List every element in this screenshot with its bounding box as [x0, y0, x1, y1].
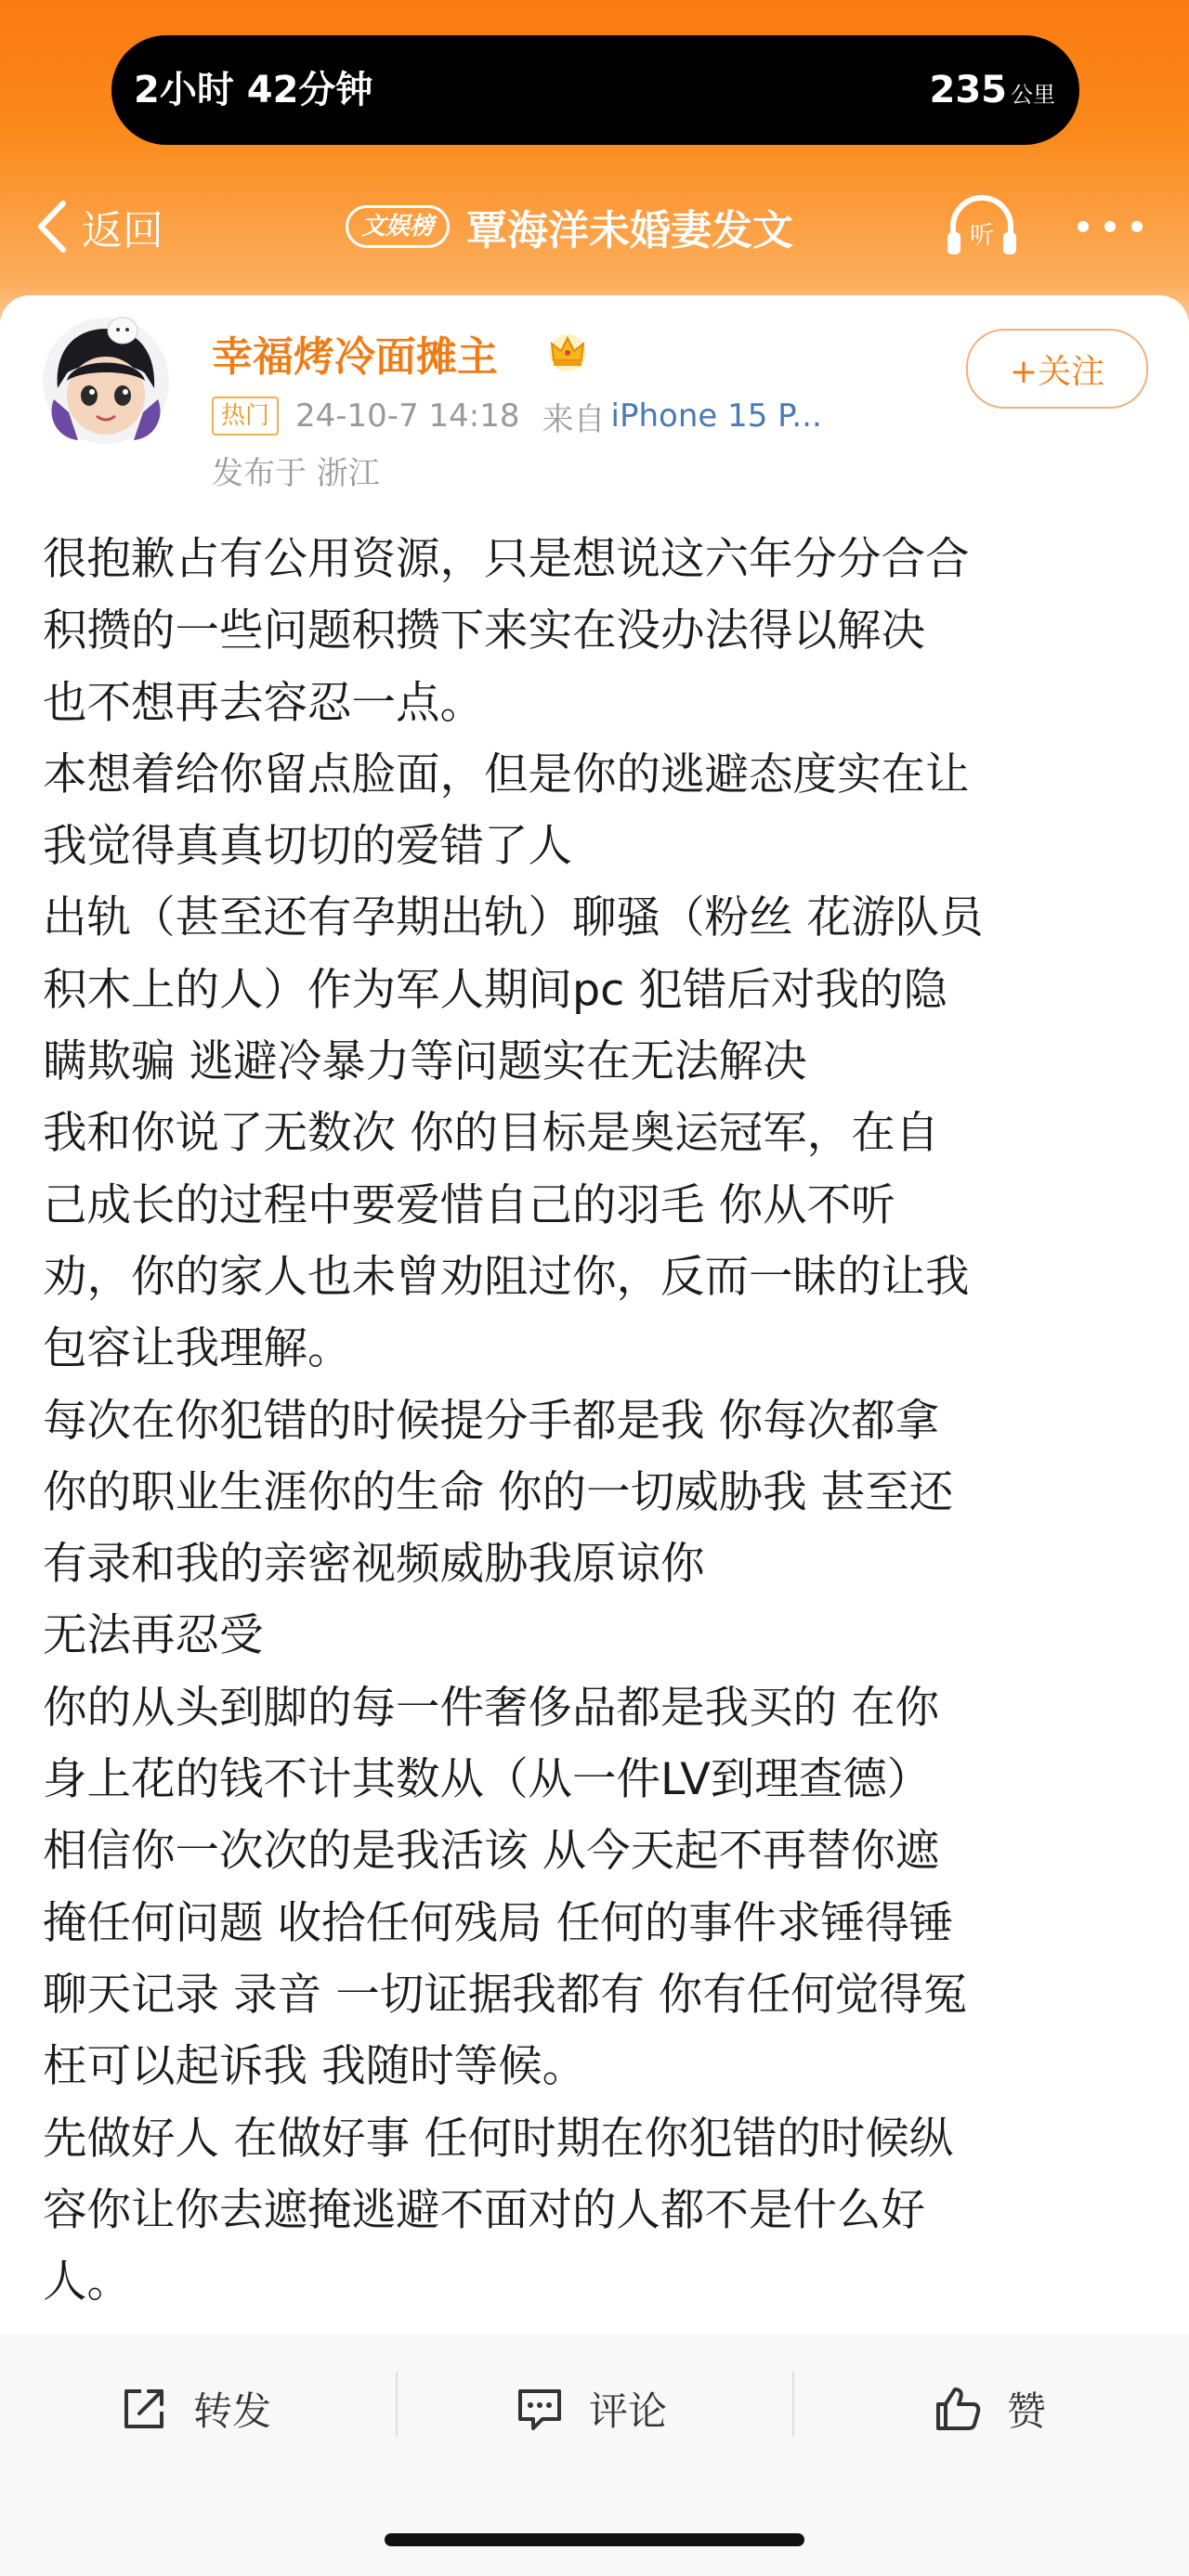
content-line: 枉可以起诉我 我随时等候。 [43, 2041, 587, 2093]
like-label: 赞 [1007, 2388, 1047, 2434]
content-line: 也不想再去容忍一点。 [43, 677, 484, 729]
more-dot-icon [1104, 221, 1116, 232]
post-datetime: 24-10-7 14:18 [295, 397, 520, 435]
page-title: 覃海洋未婚妻发文 [466, 207, 794, 254]
content-line: 包容让我理解。 [43, 1323, 352, 1375]
content-line: 我觉得真真切切的爱错了人 [43, 821, 572, 873]
ranking-tag[interactable]: 文娱榜 [346, 205, 450, 248]
hot-badge: 热门 [212, 397, 279, 436]
navbar [0, 186, 1189, 267]
repost-button[interactable] [119, 2335, 271, 2483]
avatar[interactable] [41, 316, 171, 446]
content-line: 我和你说了无数次 你的目标是奥运冠军，在自 [43, 1108, 940, 1160]
more-dot-icon [1131, 221, 1143, 232]
comment-label: 评论 [589, 2388, 668, 2434]
content-line: 积攒的一些问题积攒下来实在没办法得以解决 [43, 605, 925, 657]
action-divider [792, 2372, 794, 2437]
content-line: 劝，你的家人也未曾劝阻过你，反而一昧的让我 [43, 1251, 970, 1303]
thumbs-up-icon [933, 2384, 983, 2434]
action-divider [396, 2372, 398, 2437]
content-line: 身上花的钱不计其数从（从一件LV到理查德） [43, 1754, 932, 1806]
content-line: 瞒欺骗 逃避冷暴力等问题实在无法解决 [43, 1036, 807, 1088]
content-line: 掩任何问题 收拾任何残局 任何的事件求锤得锤 [43, 1897, 954, 1949]
content-line: 聊天记录 录音 一切证据我都有 你有任何觉得冤 [43, 1969, 968, 2021]
more-dot-icon [1078, 221, 1089, 232]
content-line: 有录和我的亲密视频威胁我原谅你 [43, 1539, 705, 1591]
navigation-status-island[interactable] [111, 35, 1079, 145]
content-line: 本想着给你留点脸面，但是你的逃避态度实在让 [43, 748, 970, 800]
listen-label: 听 [969, 222, 995, 250]
headphones-icon[interactable] [944, 195, 1020, 258]
back-button[interactable] [33, 186, 163, 267]
repost-label: 转发 [193, 2388, 272, 2434]
trip-distance: 235 公里 [929, 69, 1055, 111]
content-line: 先做好人 在做好事 任何时期在你犯错的时候纵 [43, 2113, 954, 2165]
follow-button[interactable]: +关注 [966, 329, 1148, 409]
more-options-button[interactable] [1078, 197, 1143, 256]
comment-icon [515, 2384, 565, 2434]
content-line: 己成长的过程中要爱惜自己的羽毛 你从不听 [43, 1179, 895, 1231]
source-device-link[interactable]: iPhone 15 P... [610, 397, 822, 435]
share-icon [119, 2384, 169, 2434]
content-line: 出轨（甚至还有孕期出轨）聊骚（粉丝 花游队员 [43, 892, 984, 944]
title-area [346, 186, 793, 267]
home-indicator[interactable] [385, 2533, 804, 2546]
crown-icon [544, 331, 591, 373]
back-label: 返回 [82, 207, 163, 254]
content-line: 容你让你去遮掩逃避不面对的人都不是什么好 [43, 2184, 925, 2236]
like-button[interactable] [933, 2335, 1046, 2483]
post-content [43, 524, 1157, 2318]
chevron-left-icon [33, 198, 72, 255]
comment-button[interactable] [515, 2335, 667, 2483]
content-line: 积木上的人）作为军人期间pc 犯错后对我的隐 [43, 964, 947, 1016]
post-location: 发布于 浙江 [212, 455, 380, 492]
content-line: 人。 [43, 2257, 131, 2309]
content-line: 你的从头到脚的每一件奢侈品都是我买的 在你 [43, 1682, 940, 1734]
trip-time: 2小时 42分钟 [134, 69, 373, 111]
content-line: 每次在你犯错的时候提分手都是我 你每次都拿 [43, 1395, 940, 1447]
content-line: 无法再忍受 [43, 1610, 264, 1662]
content-line: 很抱歉占有公用资源，只是想说这六年分分合合 [43, 534, 970, 585]
author-name[interactable]: 幸福烤冷面摊主 [212, 333, 498, 381]
post-meta [212, 394, 822, 438]
content-line: 相信你一次次的是我活该 从今天起不再替你遮 [43, 1826, 940, 1878]
via-label: 来自 [542, 400, 606, 438]
content-line: 你的职业生涯你的生命 你的一切威胁我 甚至还 [43, 1466, 954, 1518]
